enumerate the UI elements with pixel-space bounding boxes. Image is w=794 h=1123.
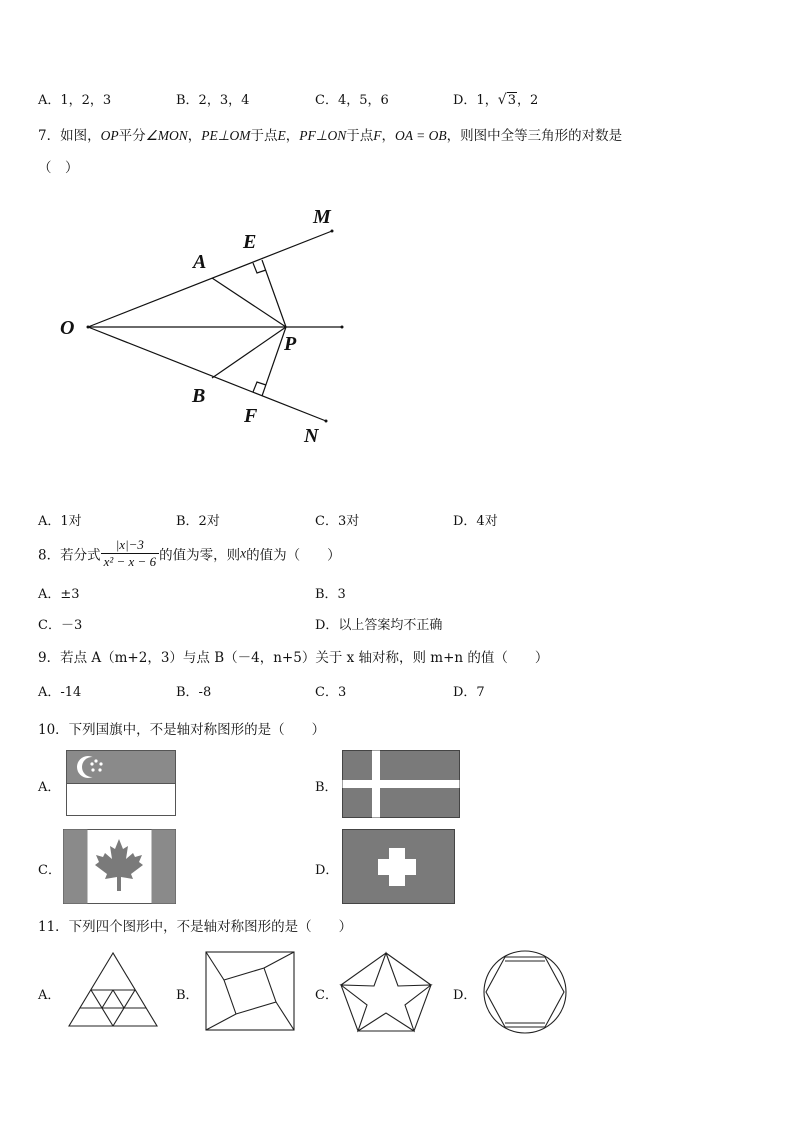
- q8-fraction: [101, 537, 159, 570]
- q8-text-1: 的值为零，则: [159, 547, 241, 564]
- q7-pe-perp: PE⊥OM: [201, 128, 251, 143]
- q6-option-a: A．1，2，3: [38, 93, 112, 108]
- q11-option-c: C．: [315, 988, 338, 1003]
- q10-option-d: D．: [315, 863, 339, 878]
- q10-option-b: B．: [315, 780, 338, 795]
- q6-option-c: C．4，5，6: [315, 93, 389, 108]
- label-f: F: [244, 405, 258, 427]
- q7-text-2: ，: [187, 128, 202, 144]
- q6-option-d: [453, 89, 538, 108]
- q10-option-a: A．: [38, 780, 61, 795]
- q10-option-c: C．: [38, 863, 61, 878]
- q7-point-f: F: [373, 128, 382, 143]
- q7-number: 7．如图，: [38, 128, 101, 144]
- q11-option-a: A．: [38, 988, 61, 1003]
- q6-option-b: B．2，3，4: [176, 93, 250, 108]
- q8-option-a: A．±3: [38, 587, 80, 602]
- label-e: E: [243, 231, 257, 253]
- hexagon-in-circle-figure: [480, 950, 570, 1034]
- q7-paren: （ ）: [38, 160, 79, 176]
- q6-option-d-prefix: D．1，: [453, 93, 498, 108]
- label-o: O: [60, 317, 75, 339]
- q6-option-d-root: 3: [507, 93, 516, 108]
- q7-text-7: ，则图中全等三角形的对数是: [446, 128, 623, 144]
- q8-variable-x: x: [240, 545, 247, 561]
- q8-number: 8．若分式: [38, 547, 101, 564]
- nordic-cross-flag: [342, 750, 462, 820]
- q11-option-b: B．: [176, 988, 199, 1003]
- q7-option-a: A．1对: [38, 514, 82, 529]
- label-n: N: [304, 425, 319, 447]
- q10-stem: 10．下列国旗中，不是轴对称图形的是（ ）: [38, 722, 326, 738]
- q7-text-6: ，: [381, 128, 395, 144]
- q8-option-c: C．－3: [38, 618, 83, 633]
- q7-pf-perp: PF⊥ON: [299, 128, 347, 143]
- q9-option-b: B．-8: [176, 685, 212, 700]
- q7-stem: [38, 124, 622, 144]
- star-in-pentagon-figure: [338, 950, 434, 1034]
- q7-text-4: ，: [285, 128, 300, 144]
- q7-oa-ob: OA = OB: [394, 128, 447, 143]
- label-b: B: [192, 385, 206, 407]
- subdivided-triangle-figure: [66, 950, 160, 1030]
- q7-option-d: D．4对: [453, 514, 498, 529]
- square-pinwheel-figure: [204, 950, 296, 1032]
- label-m: M: [313, 206, 331, 228]
- q7-point-e: E: [277, 128, 286, 143]
- sqrt-symbol: √ 3: [497, 92, 516, 108]
- q9-option-c: C．3: [315, 685, 347, 700]
- swiss-flag: [342, 829, 456, 905]
- q7-geometry-figure: [55, 200, 355, 450]
- canada-flag: [63, 829, 177, 905]
- q6-option-d-suffix: ，2: [516, 93, 539, 108]
- q8-stem: [38, 537, 341, 570]
- q8-fraction-numerator: |x|−3: [101, 537, 159, 554]
- q9-option-a: A．-14: [38, 685, 82, 700]
- q7-option-b: B．2对: [176, 514, 220, 529]
- q7-text-3: 于点: [250, 128, 278, 144]
- q11-option-d: D．: [453, 988, 477, 1003]
- q9-stem: 9．若点 A（m+2，3）与点 B（－4，n+5）关于 x 轴对称，则 m+n 的值（ ）: [38, 650, 549, 666]
- q7-text-5: 于点: [346, 128, 374, 144]
- q7-angle-mon: ∠MON: [145, 128, 188, 143]
- q7-op: OP: [100, 128, 119, 143]
- q7-option-c: C．3对: [315, 514, 360, 529]
- label-a: A: [193, 251, 207, 273]
- q8-option-b: B．3: [315, 587, 346, 602]
- q9-option-d: D．7: [453, 685, 485, 700]
- q8-text-2: 的值为（ ）: [246, 547, 341, 564]
- singapore-flag: [66, 750, 178, 818]
- label-p: P: [284, 333, 297, 355]
- q8-fraction-denominator: x² − x − 6: [103, 554, 157, 569]
- q7-text-1: 平分: [118, 128, 146, 144]
- q8-option-d: D．以上答案均不正确: [315, 618, 443, 633]
- q11-stem: 11．下列四个图形中，不是轴对称图形的是（ ）: [38, 919, 353, 935]
